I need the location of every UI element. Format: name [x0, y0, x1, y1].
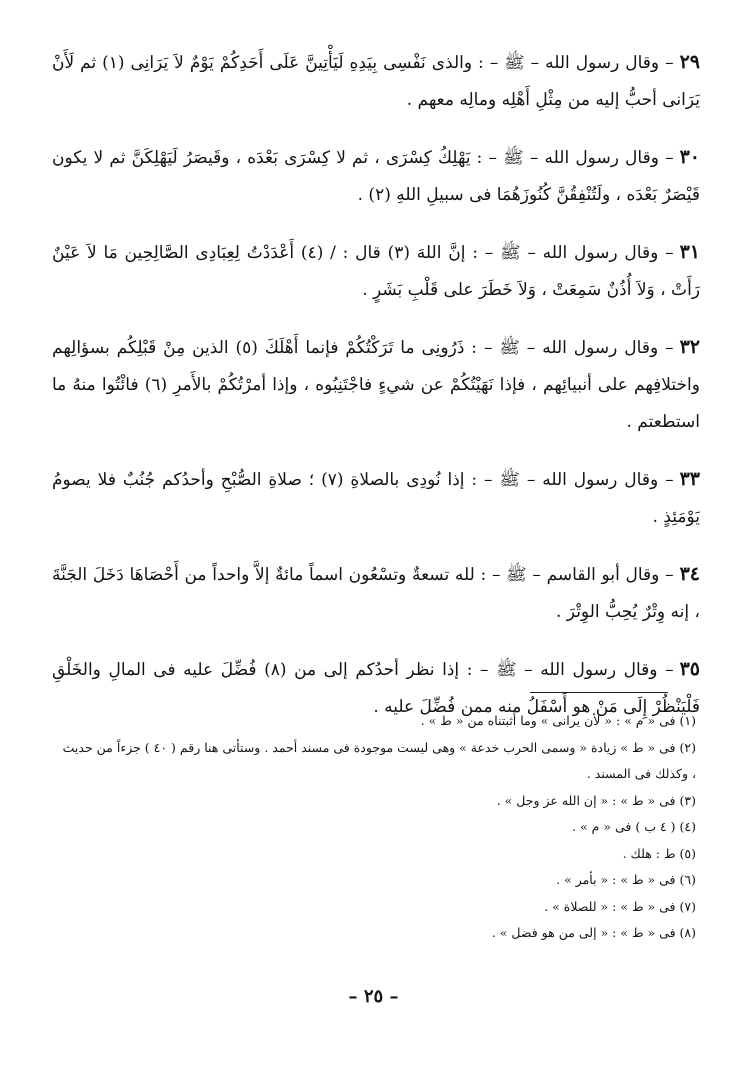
hadith-number: ٣٠ — [679, 146, 700, 168]
footnote-divider — [530, 692, 668, 693]
page-number: – ٢٥ – — [348, 986, 399, 1007]
footnote-3: (٣) فى « ط » : « إن الله عز وجل » . — [496, 792, 696, 808]
hadith-number: ٣٥ — [679, 658, 700, 680]
hadith-32 — [52, 329, 700, 441]
hadith-33 — [52, 461, 700, 536]
hadith-29 — [52, 44, 700, 119]
hadith-text: – وقال رسول الله – ﷺ – : إنَّ اللهَ (٣) قال : / (٤) أَعْدَدْتُ لِعِبَادِى الصَّالِحِين مَا لاَ عَيْنٌ رَأَتْ ، وَلاَ أُذُنٌ سَمِعَتْ ، وَلاَ خَطَرَ على قَلْبِ بَشَرٍ . — [52, 243, 700, 300]
hadith-number: ٣٢ — [679, 336, 700, 358]
hadith-31 — [52, 234, 700, 309]
hadith-text: – وقال رسول الله – ﷺ – : إذا نُودِى بالصلاةِ (٧) ؛ صلاةِ الصُّبْحِ وأحدُكم جُنُبٌ فلا يصومُ يَوْمَئِذٍ . — [52, 470, 700, 527]
hadith-text: – وقال رسول الله – ﷺ – : يَهْلِكُ كِسْرَى ، ثم لا كِسْرَى بَعْدَه ، وقَيصَرُ لَيَهْلِكَنَّ ثم لا يكون قَيْصَرٌ بَعْدَه ، ولَتُنْفِقُنَّ كُنُوزَهُمَا فى سبيلِ اللهِ (٢) . — [52, 148, 700, 205]
footnote-6: (٦) فى « ط » : « بأمر » . — [556, 872, 696, 887]
footnote-2: (٢) فى « ط » زيادة « وسمى الحرب خدعة » وهى ليست موجودة فى مسند أحمد . وستأتى هنا رقم ( ٤٠ ) جزءاً من حديث ، وكذلك فى المسند . — [62, 739, 696, 781]
hadith-text: – وقال أبو القاسم – ﷺ – : لله تسعةٌ وتسْعُون اسماً مائةٌ إلاَّ واحداً من أَحْصَاهَا دَخَلَ الجَنَّةَ ، إنه وِتْرٌ يُحِبُّ الوِتْرَ . — [52, 565, 700, 622]
footnote-7: (٧) فى « ط » : « للصلاة » . — [544, 898, 696, 914]
hadith-34 — [52, 556, 700, 631]
hadith-number: ٣٤ — [679, 563, 700, 585]
footnotes — [60, 708, 696, 947]
hadith-number: ٣١ — [679, 241, 701, 263]
footnote-5: (٥) ط : هلك . — [622, 845, 696, 861]
footnote-1: (١) فى « م » : « لأن يرانى » وما أثبتناه من « ط » . — [420, 713, 696, 728]
hadith-number: ٢٩ — [679, 51, 700, 73]
hadith-text: – وقال رسول الله – ﷺ – : والذى نَفْسِى بِيَدِهِ لَيَأْتِينَّ عَلَى أَحَدِكُمْ يَوْمٌ لاَ يَرَانِى (١) ثم لَأَنْ يَرَانى أحبُّ إليه من مِثْلِ أَهْلِه ومالِه معهم . — [52, 53, 700, 110]
hadith-text: – وقال رسول الله – ﷺ – : ذَرُونِى ما تَرَكْتُكُمْ فإنما أَهْلَكَ (٥) الذين مِنْ قَبْلِكُم بسؤالِهم واختلافِهم على أنبيائِهم ، فإذا نَهَيْتُكُمْ عن شيءٍ فاجْتَنِبُوه ، وإذا أمرْتُكُمْ بالأَمرِ (٦) فائْتُوا منهُ ما استطعتم . — [52, 338, 700, 432]
footnote-4: (٤) ( ٤ ب ) فى « م » . — [572, 819, 696, 834]
hadith-list — [52, 44, 700, 746]
hadith-number: ٣٣ — [679, 468, 700, 490]
hadith-30 — [52, 139, 700, 214]
footnote-8: (٨) فى « ط » : « إلى من هو فضل » . — [491, 925, 696, 940]
hadith-text: – وقال رسول الله – ﷺ – : إذا نظر أحدُكم إلى من (٨) فُضِّلَ عليه فى المالِ والخَلْقِ فَلْيَنْظُرْ إِلَى مَنْ هو أَسْفَلُ منه ممن فُضِّلَ عليه . — [52, 660, 700, 717]
